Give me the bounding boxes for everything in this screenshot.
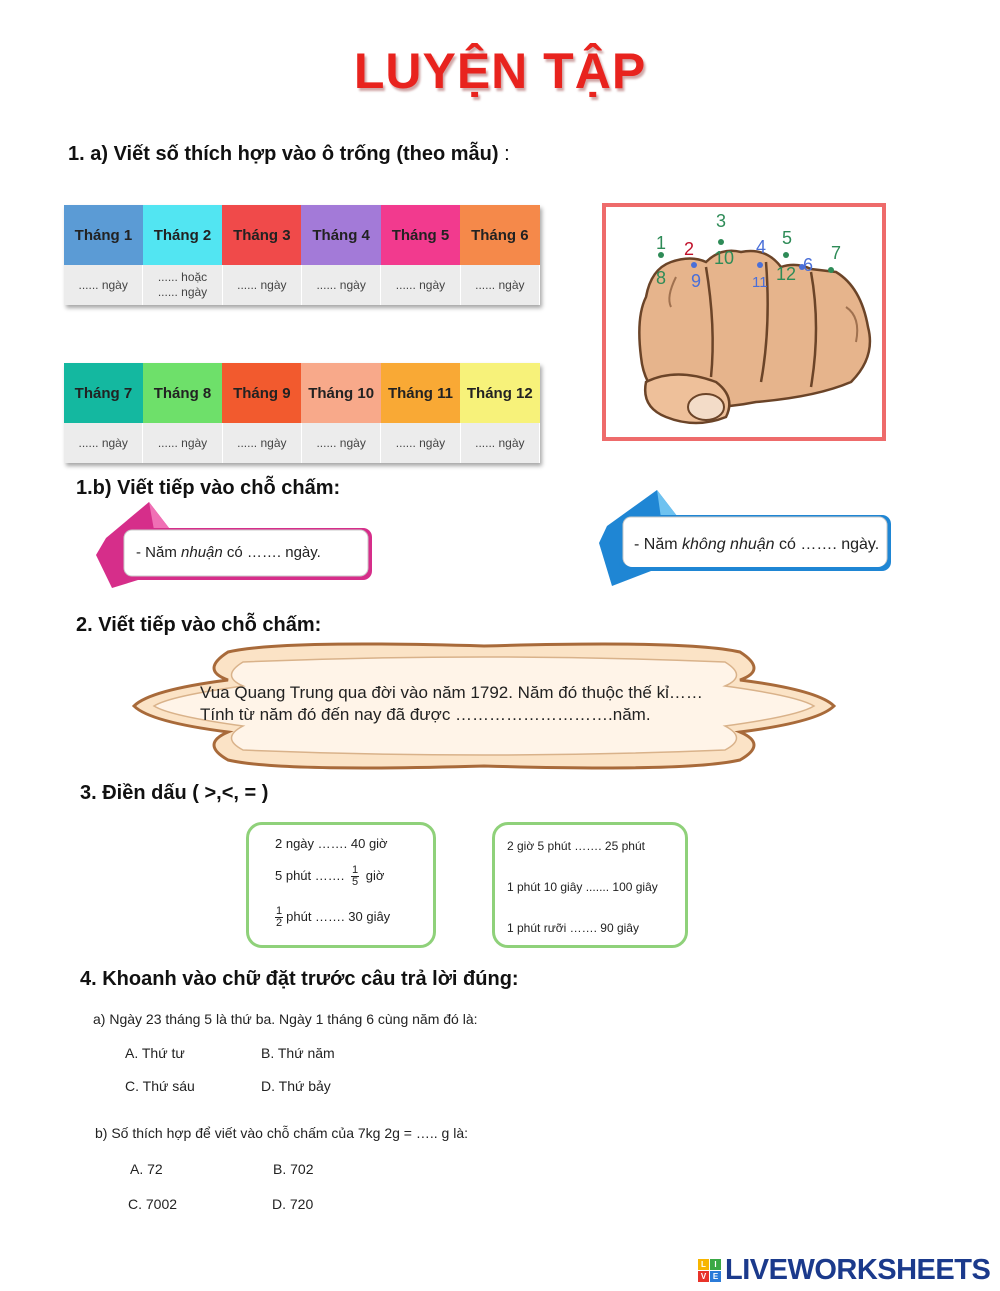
q1a-heading: [68, 143, 510, 166]
knuckle-label: 3: [716, 211, 727, 231]
knuckle-label: 11: [752, 274, 768, 291]
q4a-question: a) Ngày 23 tháng 5 là thứ ba. Ngày 1 tháng 6 cùng năm đó là:: [93, 1011, 478, 1027]
logo-letter: I: [710, 1259, 721, 1270]
nonleap-suffix: có ……. ngày.: [779, 536, 880, 553]
leap-prefix: - Năm: [136, 543, 177, 561]
fist-illustration: [606, 207, 882, 437]
knuckle-label: 7: [831, 243, 842, 263]
month-header: Tháng 9: [222, 363, 301, 423]
logo-letter: E: [710, 1271, 721, 1282]
month-days-cell[interactable]: ...... hoặc ...... ngày: [143, 265, 222, 305]
q4a-option-d[interactable]: D. Thứ bảy: [261, 1078, 331, 1094]
frac-num: 1: [352, 864, 359, 876]
knuckle-label: 4: [756, 237, 767, 257]
q4b-question: b) Số thích hợp để viết vào chỗ chấm của 7kg 2g = ….. g là:: [95, 1125, 469, 1141]
fraction-one-half: [275, 906, 283, 929]
q2-text: [200, 682, 703, 726]
compare-left-row-2-b: giờ: [365, 867, 385, 883]
knuckle-label: 8: [656, 268, 667, 288]
logo-letter: V: [698, 1271, 709, 1282]
month-header: Tháng 12: [460, 363, 539, 423]
month-days-cell[interactable]: ...... ngày: [381, 265, 460, 305]
month-header: Tháng 5: [381, 205, 460, 265]
q4-heading: 4. Khoanh vào chữ đặt trước câu trả lời đúng:: [80, 968, 519, 990]
compare-left-row-2: [275, 865, 384, 888]
compare-right-row-3: 1 phút rưỡi ……. 90 giây: [507, 921, 639, 935]
month-header: Tháng 6: [460, 205, 539, 265]
knuckle-label: 1: [656, 233, 667, 253]
q2-line-2: Tính từ năm đó đến nay đã được ……………………….năm.: [200, 705, 651, 724]
q1a-heading-tail: :: [498, 143, 510, 165]
month-days-cell[interactable]: ...... ngày: [381, 423, 460, 463]
months-table-2: [64, 363, 540, 463]
q2-line-1: Vua Quang Trung qua đời vào năm 1792. Năm đó thuộc thế kỉ……: [200, 683, 703, 702]
month-days-cell[interactable]: ...... ngày: [460, 423, 539, 463]
knuckle-month-image: [602, 203, 886, 441]
compare-right-row-2: 1 phút 10 giây ....... 100 giây: [507, 880, 658, 894]
month-header: Tháng 3: [222, 205, 301, 265]
q1a-heading-text: 1. a) Viết số thích hợp vào ô trống (theo mẫu): [68, 143, 499, 165]
month-header: Tháng 8: [143, 363, 222, 423]
q4a-option-a[interactable]: A. Thứ tư: [125, 1045, 185, 1061]
leap-year-text: [126, 532, 364, 572]
leap-italic: nhuận: [181, 543, 223, 561]
compare-left-row-3-b: phút ……. 30 giây: [286, 908, 391, 924]
q4a-option-b[interactable]: B. Thứ năm: [261, 1045, 335, 1061]
months-table-1: [64, 205, 540, 305]
q4b-option-c[interactable]: C. 7002: [128, 1196, 178, 1212]
compare-right-row-1: 2 giờ 5 phút ……. 25 phút: [507, 839, 645, 853]
month-days-cell[interactable]: ...... ngày: [143, 423, 222, 463]
knuckle-label: 10: [714, 248, 735, 268]
q4a-option-c[interactable]: C. Thứ sáu: [125, 1078, 195, 1094]
q2-heading: 2. Viết tiếp vào chỗ chấm:: [76, 614, 322, 636]
month-header: Tháng 2: [143, 205, 222, 265]
month-days-cell[interactable]: ...... ngày: [222, 265, 301, 305]
month-days-cell[interactable]: ...... ngày: [64, 265, 143, 305]
month-header: Tháng 11: [381, 363, 460, 423]
knuckle-label: 6: [803, 255, 814, 275]
liveworksheets-icon: [698, 1259, 721, 1282]
frac-num: 1: [276, 905, 283, 917]
knuckle-label: 9: [691, 271, 702, 291]
nonleap-prefix: - Năm: [634, 536, 678, 553]
q1b-heading: 1.b) Viết tiếp vào chỗ chấm:: [76, 477, 341, 499]
compare-left-row-1: 2 ngày ……. 40 giờ: [275, 836, 388, 851]
month-days-cell[interactable]: ...... ngày: [64, 423, 143, 463]
q3-heading: 3. Điền dấu ( >,<, = ): [80, 782, 269, 804]
fraction-one-fifth: [351, 865, 359, 888]
compare-left-row-2-a: 5 phút …….: [275, 867, 345, 883]
q4b-option-a[interactable]: A. 72: [130, 1161, 163, 1177]
leap-suffix: có ……. ngày.: [226, 543, 321, 561]
nonleap-italic: không nhuận: [682, 536, 775, 553]
frac-den: 5: [352, 876, 359, 888]
liveworksheets-wordmark: LIVEWORKSHEETS: [725, 1254, 991, 1286]
q4b-option-b[interactable]: B. 702: [273, 1161, 314, 1177]
month-days-cell[interactable]: ...... ngày: [301, 423, 380, 463]
month-header: Tháng 7: [64, 363, 143, 423]
liveworksheets-logo: [698, 1254, 990, 1287]
compare-left-row-3: [272, 906, 390, 929]
month-header: Tháng 4: [301, 205, 380, 265]
frac-den: 2: [276, 917, 283, 929]
non-leap-year-text: [624, 523, 886, 567]
month-header: Tháng 1: [64, 205, 143, 265]
logo-letter: L: [698, 1259, 709, 1270]
month-days-cell[interactable]: ...... ngày: [222, 423, 301, 463]
knuckle-label: 12: [776, 264, 797, 284]
month-days-cell[interactable]: ...... ngày: [301, 265, 380, 305]
page-title: LUYỆN TẬP: [353, 43, 647, 99]
knuckle-label: 5: [782, 228, 793, 248]
knuckle-label: 2: [684, 239, 695, 259]
month-days-cell[interactable]: ...... ngày: [460, 265, 539, 305]
month-header: Tháng 10: [301, 363, 380, 423]
q4b-option-d[interactable]: D. 720: [272, 1196, 314, 1212]
